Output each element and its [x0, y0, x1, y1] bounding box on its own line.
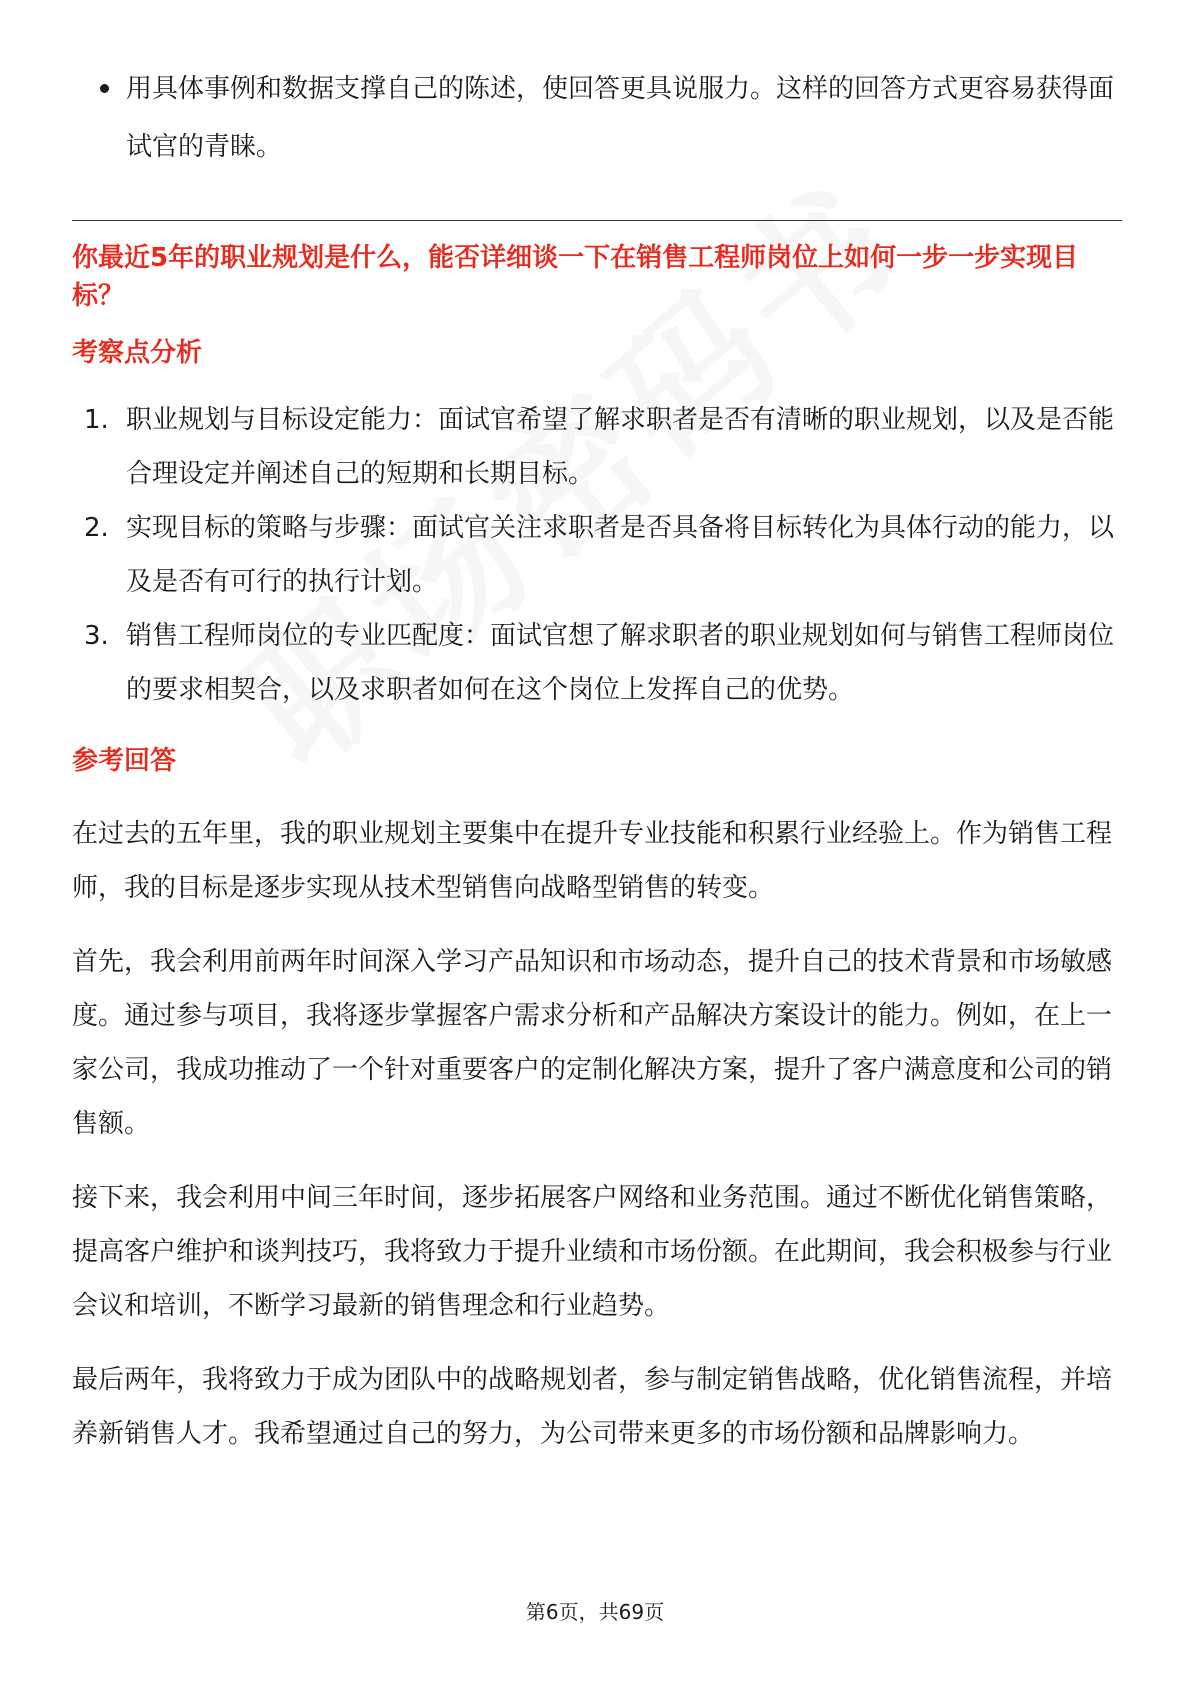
- page-content: [72, 60, 1122, 1461]
- page-number-footer: 第6页，共69页: [525, 1600, 665, 1624]
- answer-heading: 参考回答: [72, 746, 177, 776]
- analysis-item-number: 1.: [84, 405, 109, 435]
- question-heading: 你最近5年的职业规划是什么，能否详细谈一下在销售工程师岗位上如何一步一步实现目标？: [72, 243, 1079, 311]
- answer-paragraph: 最后两年，我将致力于成为团队中的战略规划者，参与制定销售战略，优化销售流程，并培养新销售人才。我希望通过自己的努力，为公司带来更多的市场份额和品牌影响力。: [72, 1365, 1113, 1449]
- analysis-item: [72, 501, 1122, 609]
- analysis-item: [72, 393, 1122, 501]
- analysis-item-text: 职业规划与目标设定能力：面试官希望了解求职者是否有清晰的职业规划，以及是否能合理设定并阐述自己的短期和长期目标。: [126, 405, 1115, 489]
- bullet-text: 用具体事例和数据支撑自己的陈述，使回答更具说服力。这样的回答方式更容易获得面试官的青睐。: [126, 74, 1115, 162]
- analysis-item-number: 3.: [84, 621, 109, 651]
- analysis-list: [72, 393, 1122, 717]
- bullet-list: [72, 60, 1122, 176]
- analysis-item-text: 实现目标的策略与步骤：面试官关注求职者是否具备将目标转化为具体行动的能力，以及是否有可行的执行计划。: [126, 513, 1115, 597]
- section-divider: [72, 220, 1122, 221]
- analysis-item: [72, 609, 1122, 717]
- analysis-heading: 考察点分析: [72, 338, 203, 368]
- answer-paragraph: 接下来，我会利用中间三年时间，逐步拓展客户网络和业务范围。通过不断优化销售策略，提高客户维护和谈判技巧，我将致力于提升业绩和市场份额。在此期间，我会积极参与行业会议和培训，不断学习最新的销售理念和行业趋势。: [72, 1183, 1113, 1321]
- bullet-item: [72, 60, 1122, 176]
- answer-paragraph: 首先，我会利用前两年时间深入学习产品知识和市场动态，提升自己的技术背景和市场敏感度。通过参与项目，我将逐步掌握客户需求分析和产品解决方案设计的能力。例如，在上一家公司，我成功推动了一个针对重要客户的定制化解决方案，提升了客户满意度和公司的销售额。: [72, 947, 1113, 1139]
- answer-paragraph: 在过去的五年里，我的职业规划主要集中在提升专业技能和积累行业经验上。作为销售工程师，我的目标是逐步实现从技术型销售向战略型销售的转变。: [72, 819, 1113, 903]
- bullet-dot-icon: [100, 84, 109, 93]
- analysis-item-number: 2.: [84, 513, 109, 543]
- analysis-item-text: 销售工程师岗位的专业匹配度：面试官想了解求职者的职业规划如何与销售工程师岗位的要求相契合，以及求职者如何在这个岗位上发挥自己的优势。: [126, 621, 1115, 705]
